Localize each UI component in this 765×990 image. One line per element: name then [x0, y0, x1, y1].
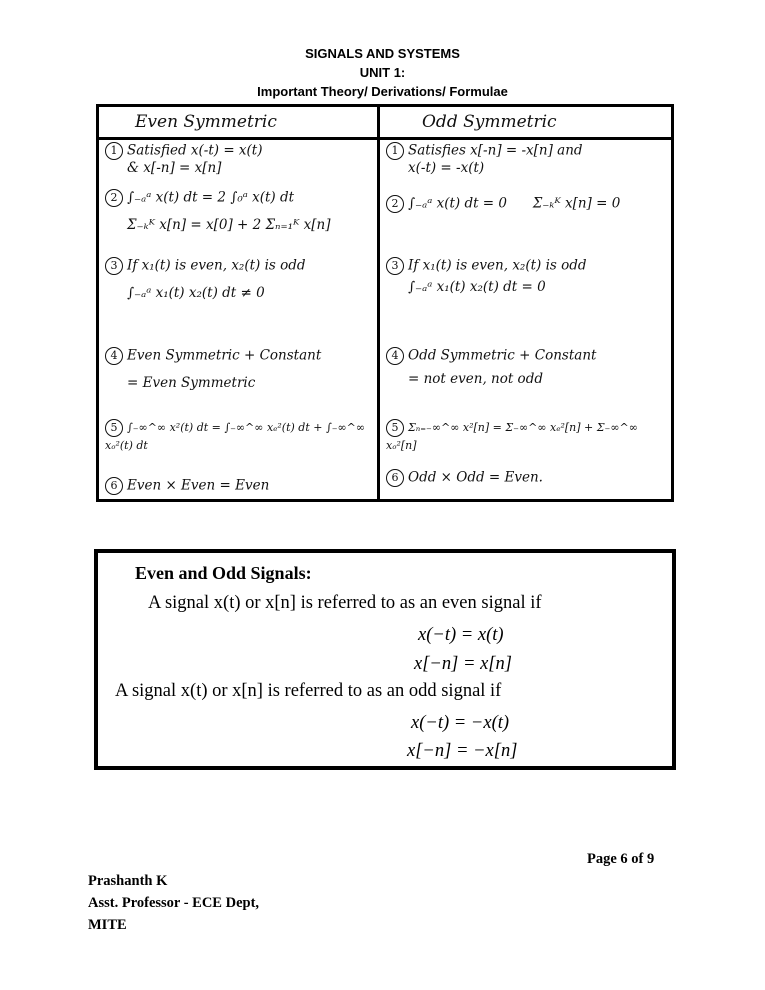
even-odd-definition-box: [94, 549, 676, 770]
handwritten-comparison-table: [96, 104, 674, 502]
circled-number-icon: 3: [386, 257, 404, 275]
page-header: [0, 44, 765, 101]
odd-item-6: 6 Odd × Odd = Even.: [386, 469, 667, 487]
author-name: Prashanth K: [88, 873, 168, 889]
author-institution: MITE: [88, 917, 127, 933]
odd-item-5: 5 Σₙ₌₋∞^∞ x²[n] = Σ₋∞^∞ xₑ²[n] + Σ₋∞^∞ xₒ²[n]: [386, 421, 638, 452]
odd-column-header: Odd Symmetric: [380, 107, 671, 140]
odd-item-1: 1 Satisfies x[-n] = -x[n] and x(-t) = -x(t): [386, 142, 667, 177]
circled-number-icon: 6: [105, 477, 123, 495]
circled-number-icon: 1: [386, 142, 404, 160]
circled-number-icon: 1: [105, 142, 123, 160]
section-title: Important Theory/ Derivations/ Formulae: [257, 84, 508, 99]
odd-equation-discrete: x[−n] = −x[n]: [407, 741, 518, 761]
odd-symmetric-column: [380, 107, 671, 499]
even-item-5: 5 ∫₋∞^∞ x²(t) dt = ∫₋∞^∞ xₑ²(t) dt + ∫₋∞^∞ xₒ²(t) dt: [105, 421, 366, 452]
page-number: Page 6 of 9: [587, 851, 655, 867]
even-item-3: 3 If x₁(t) is even, x₂(t) is odd ∫₋ₐᵃ x₁(t) x₂(t) dt ≠ 0: [105, 257, 373, 302]
odd-item-4: 4 Odd Symmetric + Constant = not even, not odd: [386, 347, 667, 388]
even-column-header: Even Symmetric: [99, 107, 377, 140]
circled-number-icon: 3: [105, 257, 123, 275]
even-symmetric-column: [99, 107, 380, 499]
even-item-6: 6 Even × Even = Even: [105, 477, 373, 495]
even-definition-text: A signal x(t) or x[n] is referred to as an even signal if: [148, 593, 542, 613]
odd-definition-text: A signal x(t) or x[n] is referred to as an odd signal if: [115, 681, 502, 701]
even-item-1: 1 Satisfied x(-t) = x(t) & x[-n] = x[n]: [105, 142, 373, 177]
circled-number-icon: 4: [386, 347, 404, 365]
circled-number-icon: 2: [105, 189, 123, 207]
course-title: SIGNALS AND SYSTEMS: [305, 46, 460, 61]
even-item-4: 4 Even Symmetric + Constant = Even Symmetric: [105, 347, 373, 392]
circled-number-icon: 6: [386, 469, 404, 487]
circled-number-icon: 4: [105, 347, 123, 365]
odd-equation-continuous: x(−t) = −x(t): [411, 713, 510, 733]
author-position: Asst. Professor - ECE Dept,: [88, 895, 260, 911]
unit-title: UNIT 1:: [359, 65, 406, 80]
odd-item-3: 3 If x₁(t) is even, x₂(t) is odd ∫₋ₐᵃ x₁(t) x₂(t) dt = 0: [386, 257, 667, 296]
even-equation-discrete: x[−n] = x[n]: [414, 654, 512, 674]
circled-number-icon: 5: [386, 419, 404, 437]
circled-number-icon: 2: [386, 195, 404, 213]
even-item-2: 2 ∫₋ₐᵃ x(t) dt = 2 ∫₀ᵃ x(t) dt Σ₋ₖᴷ x[n] = x[0] + 2 Σₙ₌₁ᴷ x[n]: [105, 189, 373, 234]
definition-title: Even and Odd Signals:: [135, 563, 312, 583]
odd-item-2: 2 ∫₋ₐᵃ x(t) dt = 0 Σ₋ₖᴷ x[n] = 0: [386, 195, 667, 213]
circled-number-icon: 5: [105, 419, 123, 437]
author-block: [88, 870, 259, 936]
even-equation-continuous: x(−t) = x(t): [418, 625, 504, 645]
